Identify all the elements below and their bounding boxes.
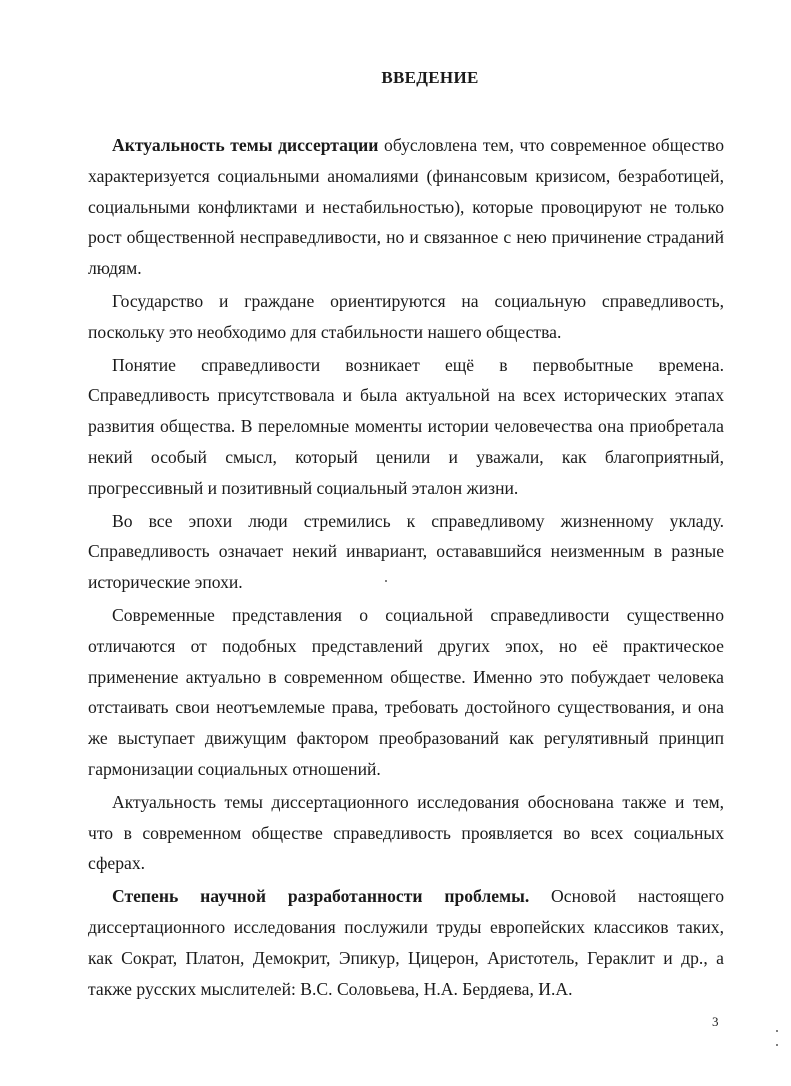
paragraph-body: Государство и граждане ориентируются на социальную справедливость, поскольку это необходимо для стабильности нашего общества. bbox=[88, 290, 724, 342]
paragraph-modern bbox=[88, 600, 724, 785]
paragraph-concept bbox=[88, 350, 724, 504]
paragraph-body: Понятие справедливости возникает ещё в первобытные времена. Справедливость присутствовала и была актуальной на всех исторических этапах развития общества. В переломные моменты истории человечества она приобретала некий особый смысл, который ценили и уважали, как благоприятный, прогрессивный и позитивный социальный эталон жизни. bbox=[88, 354, 724, 498]
paragraph-relevance bbox=[88, 130, 724, 284]
scan-speck bbox=[776, 1044, 778, 1046]
paragraph-body: Актуальность темы диссертационного исследования обоснована также и тем, что в современном обществе справедливость проявляется во всех социальных сферах. bbox=[88, 791, 724, 874]
paragraph-lead: Степень научной разработанности проблемы. bbox=[112, 886, 530, 907]
paragraph-body: Основой настоящего диссертационного исследования послужили труды европейских классиков таких, как Сократ, Платон, Демокрит, Эпикур, Цицерон, Аристотель, Гераклит и др., а также русских мыслителей: В.С. Соловьева, Н.А. Бердяева, И.А. bbox=[88, 886, 724, 999]
page-number: 3 bbox=[712, 1014, 719, 1029]
paragraph-state bbox=[88, 286, 724, 348]
scan-speck bbox=[776, 1030, 778, 1032]
paragraph-epochs bbox=[88, 506, 724, 598]
body-text bbox=[88, 130, 724, 1004]
paragraph-body: обусловлена тем, что современное общество характеризуется социальными аномалиями (финансовым кризисом, безработицей, социальными конфликтами и нестабильностью), которые провоцируют не только рост общественной несправедливости, но и связанное с нею причинение страданий людям. bbox=[88, 135, 724, 279]
paragraph-relevance-spheres bbox=[88, 787, 724, 879]
paragraph-body: Во все эпохи люди стремились к справедливому жизненному укладу. Справедливость означает некий инвариант, остававшийся неизменным в разные исторические эпохи. bbox=[88, 510, 724, 593]
paragraph-degree bbox=[88, 881, 724, 1004]
page-title: ВВЕДЕНИЕ bbox=[381, 68, 479, 87]
paragraph-body: Современные представления о социальной справедливости существенно отличаются от подобных представлений других эпох, но её практическое применение актуально в современном обществе. Именно это побуждает человека отстаивать свои неотъемлемые права, требовать достойного существования, и она же выступает движущим фактором преобразований как регулятивный принцип гармонизации социальных отношений. bbox=[88, 604, 724, 779]
paragraph-lead: Актуальность темы диссертации bbox=[112, 135, 379, 155]
scan-speck bbox=[385, 580, 387, 582]
